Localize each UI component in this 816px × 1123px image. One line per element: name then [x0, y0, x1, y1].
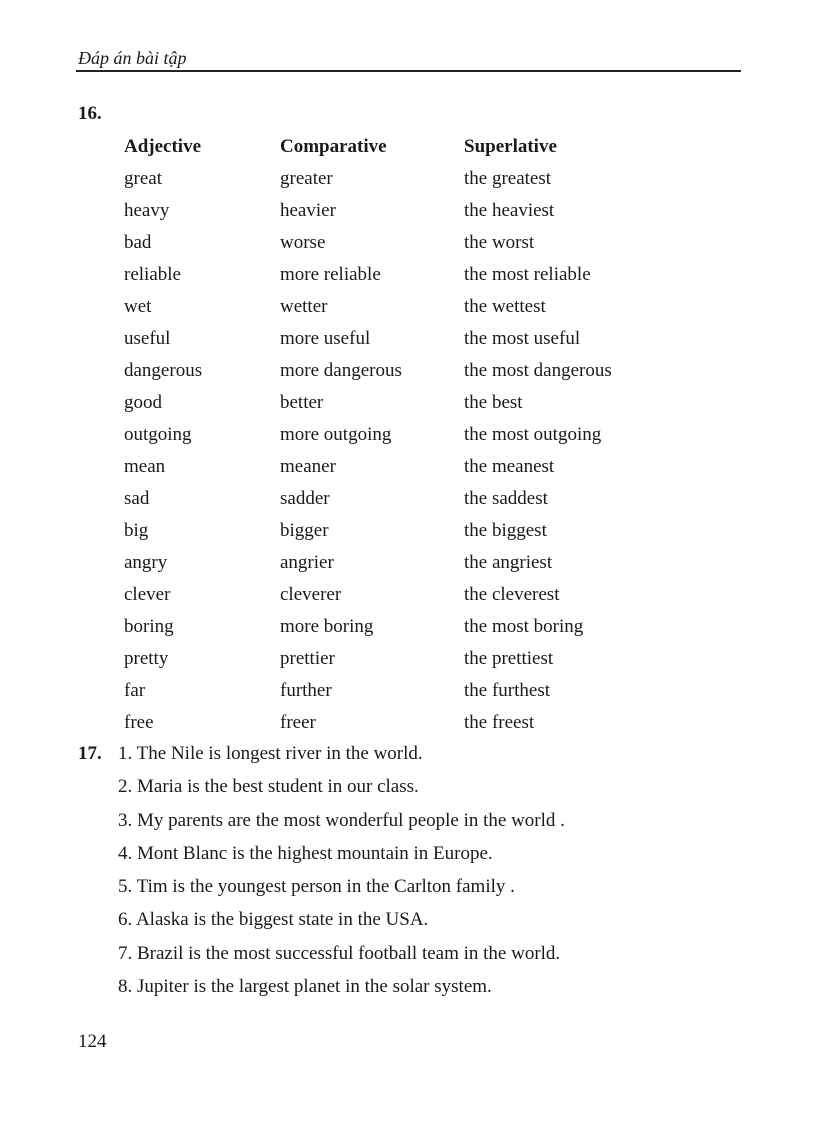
table-row [124, 677, 684, 709]
sentence-item: 8. Jupiter is the largest planet in the solar system. [118, 976, 492, 998]
table-row [124, 581, 684, 613]
superlative-cell: the angriest [464, 552, 553, 573]
superlative-cell: the most dangerous [464, 360, 612, 381]
comparative-cell: meaner [280, 456, 336, 477]
superlative-cell: the freest [464, 712, 535, 733]
table-row [124, 165, 684, 197]
superlative-cell: the heaviest [464, 200, 555, 221]
superlative-cell: the meanest [464, 456, 555, 477]
superlative-cell: the most outgoing [464, 424, 602, 445]
comparison-table [124, 133, 684, 741]
adjective-cell: great [124, 168, 162, 189]
sentence-item: 4. Mont Blanc is the highest mountain in Europe. [118, 842, 493, 864]
table-row [124, 325, 684, 357]
comparative-cell: sadder [280, 488, 330, 509]
comparative-cell: cleverer [280, 584, 342, 605]
table-row [124, 709, 684, 741]
comparative-cell: angrier [280, 552, 334, 573]
superlative-cell: the cleverest [464, 584, 560, 605]
superlative-cell: the wettest [464, 296, 546, 317]
adjective-cell: good [124, 392, 162, 413]
adjective-cell: pretty [124, 648, 169, 669]
adjective-cell: far [124, 680, 146, 701]
adjective-cell: big [124, 520, 149, 541]
table-row [124, 645, 684, 677]
header-rule [76, 70, 741, 72]
sentence-item: 3. My parents are the most wonderful people in the world . [118, 809, 565, 831]
table-row [124, 421, 684, 453]
sentence-item: 2. Maria is the best student in our class. [118, 776, 419, 798]
superlative-cell: the best [464, 392, 523, 413]
adjective-cell: useful [124, 328, 171, 349]
running-head: Đáp án bài tập [78, 48, 187, 68]
adjective-cell: heavy [124, 200, 170, 221]
adjective-cell: mean [124, 456, 166, 477]
superlative-cell: the furthest [464, 680, 551, 701]
comparative-cell: further [280, 680, 332, 701]
comparative-cell: more dangerous [280, 360, 402, 381]
superlative-cell: the most reliable [464, 264, 591, 285]
comparative-cell: more useful [280, 328, 371, 349]
table-row [124, 517, 684, 549]
table-row [124, 357, 684, 389]
superlative-cell: the saddest [464, 488, 548, 509]
comparative-cell: wetter [280, 296, 328, 317]
table-row [124, 549, 684, 581]
adjective-cell: reliable [124, 264, 181, 285]
table-row [124, 261, 684, 293]
column-header-comparative: Comparative [280, 136, 387, 157]
adjective-cell: clever [124, 584, 171, 605]
comparative-cell: worse [280, 232, 326, 253]
superlative-cell: the worst [464, 232, 535, 253]
table-row [124, 293, 684, 325]
superlative-cell: the most useful [464, 328, 581, 349]
adjective-cell: outgoing [124, 424, 192, 445]
comparative-cell: greater [280, 168, 333, 189]
table-header-row [124, 133, 684, 165]
sentence-item: 5. Tim is the youngest person in the Carlton family . [118, 876, 515, 898]
adjective-cell: free [124, 712, 154, 733]
page-number: 124 [78, 1031, 107, 1052]
sentence-item: 6. Alaska is the biggest state in the USA. [118, 909, 429, 931]
sentence-item: 7. Brazil is the most successful football team in the world. [118, 942, 561, 964]
adjective-cell: angry [124, 552, 168, 573]
comparative-cell: prettier [280, 648, 335, 669]
superlative-cell: the most boring [464, 616, 584, 637]
exercise-16-number: 16. [78, 103, 102, 124]
comparative-cell: freer [280, 712, 316, 733]
adjective-cell: bad [124, 232, 152, 253]
sentence-list [118, 743, 565, 1009]
table-row [124, 485, 684, 517]
comparative-cell: more reliable [280, 264, 381, 285]
table-row [124, 229, 684, 261]
comparative-cell: more boring [280, 616, 374, 637]
adjective-cell: sad [124, 488, 150, 509]
adjective-cell: wet [124, 296, 152, 317]
sentence-item: 1. The Nile is longest river in the world. [118, 743, 423, 764]
column-header-superlative: Superlative [464, 136, 557, 157]
adjective-cell: dangerous [124, 360, 203, 381]
table-row [124, 453, 684, 485]
superlative-cell: the prettiest [464, 648, 554, 669]
exercise-17-number: 17. [78, 743, 102, 764]
column-header-adjective: Adjective [124, 136, 202, 157]
adjective-cell: boring [124, 616, 174, 637]
comparative-cell: bigger [280, 520, 329, 541]
table-row [124, 613, 684, 645]
superlative-cell: the greatest [464, 168, 552, 189]
comparative-cell: more outgoing [280, 424, 392, 445]
comparative-cell: heavier [280, 200, 336, 221]
table-row [124, 197, 684, 229]
table-row [124, 389, 684, 421]
superlative-cell: the biggest [464, 520, 547, 541]
comparative-cell: better [280, 392, 324, 413]
